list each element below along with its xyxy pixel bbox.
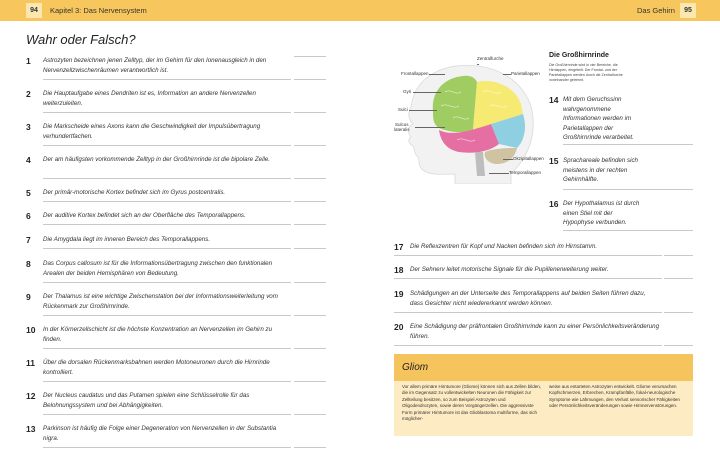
label-lateralis: lateralis bbox=[394, 127, 410, 132]
question-number: 6 bbox=[26, 211, 31, 221]
answer-box-line[interactable] bbox=[664, 345, 693, 346]
answer-box-line[interactable] bbox=[664, 255, 693, 256]
answer-box-line[interactable] bbox=[294, 315, 326, 316]
question-text: Astrozyten bezeichnen jenen Zelltyp, der im Gehirn für den Ionenausgleich in den Nervenzellzwischenräumen verantwortlich ist. bbox=[43, 57, 267, 74]
header-bar bbox=[0, 0, 720, 21]
answer-box-line[interactable] bbox=[294, 112, 326, 113]
label-pointer bbox=[429, 74, 445, 75]
label-sulci: Sulci bbox=[398, 107, 408, 112]
question-number: 11 bbox=[26, 358, 35, 368]
answer-box-line[interactable] bbox=[664, 278, 693, 279]
answer-line bbox=[43, 224, 291, 225]
answer-box-line[interactable] bbox=[294, 414, 326, 415]
answer-line bbox=[43, 348, 291, 349]
label-pointer bbox=[503, 159, 513, 160]
page-number-right: 95 bbox=[680, 3, 696, 18]
gliom-text-column-1: Vor allem primäre Hirntumore (Gliome) können sich aus Zellen bilden, die im Gegensatz zu vollentwickelten Neuronen die Fähigkeit zur Zellteilung besitzen, so zum Beispiel Astrozyten und Oligodendrozyten, sowie deren Vorgängerzellen. Die aggressivste Form primärer Hirntumore ist das Glioblastoma multiforme, das sich möglicher- bbox=[402, 384, 542, 422]
answer-box-line[interactable] bbox=[294, 201, 326, 202]
label-temporallappen: Temporallappen bbox=[509, 170, 542, 175]
answer-box-line[interactable] bbox=[294, 248, 326, 249]
question-text: Der Sehnerv leitet motorische Signale für die Pupillenerweiterung weiter. bbox=[410, 266, 609, 273]
answer-box-line[interactable] bbox=[294, 282, 326, 283]
question-text: Parkinson ist häufig die Folge einer Degeneration von Nervenzellen in der Substantia nigra. bbox=[43, 425, 277, 442]
answer-line bbox=[43, 315, 291, 316]
question-text: Die Amygdala liegt im inneren Bereich des Temporallappens. bbox=[43, 236, 211, 243]
gliom-info-box bbox=[394, 354, 693, 436]
page-heading: Wahr oder Falsch? bbox=[26, 32, 136, 47]
label-okzipitallappen: Okzipitallappen bbox=[513, 156, 544, 161]
answer-box-line[interactable] bbox=[294, 56, 326, 57]
question-number: 7 bbox=[26, 235, 31, 245]
question-text: In der Körnerzellschicht ist die höchste Konzentration an Nervenzellen im Gehirn zu finden. bbox=[43, 326, 273, 343]
label-pointer bbox=[409, 110, 437, 111]
label-parietallappen: Parietallappen bbox=[511, 71, 540, 76]
answer-box-line[interactable] bbox=[294, 348, 326, 349]
label-gyri: Gyri bbox=[403, 89, 412, 94]
question-number: 12 bbox=[26, 391, 36, 401]
gliom-text-column-2: weise aus entarteten Astrozyten entwickelt. Gliome verursachen Kopfschmerzen, Erbrechen, Krampfanfälle, fokal-neurologische Symptome wie Lähmungen, den Verlust sensorischer Fähigkeiten oder Persönlichkeitsveränderungen sowie Hirnnervenstörungen. bbox=[549, 384, 680, 409]
answer-box-line[interactable] bbox=[294, 145, 326, 146]
answer-line bbox=[394, 255, 662, 256]
answer-line bbox=[43, 414, 291, 415]
answer-line bbox=[394, 312, 662, 313]
answer-box-line[interactable] bbox=[294, 178, 326, 179]
question-text: Über die dorsalen Rückenmarksbahnen werden Motoneuronen durch die Hirnrinde kontrolliert. bbox=[43, 359, 270, 376]
question-number: 4 bbox=[26, 155, 31, 165]
label-pointer bbox=[413, 92, 441, 93]
question-number: 3 bbox=[26, 122, 31, 132]
question-number: 18 bbox=[394, 265, 404, 275]
question-number: 17 bbox=[394, 242, 404, 252]
section-title: Das Gehirn bbox=[637, 6, 675, 15]
question-text: Der Thalamus ist eine wichtige Zwischenstation bei der Informationsweiterleitung vom Rückenmark zur Großhirnrinde. bbox=[43, 293, 278, 310]
question-text: Der am häufigsten vorkommende Zelltyp in der Großhirnrinde ist die bipolare Zelle. bbox=[43, 156, 270, 163]
page-number-left: 94 bbox=[26, 3, 42, 18]
chapter-title: Kapitel 3: Das Nervensystem bbox=[50, 6, 147, 15]
question-number: 5 bbox=[26, 188, 31, 198]
question-number: 2 bbox=[26, 89, 31, 99]
grosshirnrinde-title: Die Großhirnrinde bbox=[549, 52, 609, 59]
answer-line bbox=[43, 282, 291, 283]
question-number: 14 bbox=[549, 95, 559, 105]
question-number: 10 bbox=[26, 325, 36, 335]
question-text: Der Nucleus caudatus und das Putamen spielen eine Schlüsselrolle für das Belohnungssystem und bei Abhängigkeiten. bbox=[43, 392, 250, 409]
answer-line bbox=[43, 201, 291, 202]
label-pointer bbox=[415, 127, 445, 128]
question-text: Die Markscheide eines Axons kann die Geschwindigkeit der Impulsübertragung verhundertfachen. bbox=[43, 123, 261, 140]
label-zentralfurche: Zentralfurche bbox=[477, 56, 504, 61]
answer-box-line[interactable] bbox=[294, 381, 326, 382]
question-text: Der auditive Kortex befindet sich an der Oberfläche des Temporallappens. bbox=[43, 212, 246, 219]
question-number: 19 bbox=[394, 289, 404, 299]
label-pointer bbox=[477, 64, 479, 65]
answer-line bbox=[563, 230, 693, 231]
question-text: Sprachareale befinden sich meistens in der rechten Gehirnhälfte. bbox=[563, 157, 638, 183]
question-number: 9 bbox=[26, 292, 31, 302]
question-number: 13 bbox=[26, 424, 36, 434]
gliom-title: Gliom bbox=[402, 362, 429, 373]
answer-line bbox=[43, 248, 291, 249]
question-text: Schädigungen an der Unterseite des Temporallappens auf beiden Seiten führen dazu, dass Gesichter nicht wiedererkannt werden können. bbox=[410, 290, 646, 307]
answer-line bbox=[563, 189, 693, 190]
answer-box-line[interactable] bbox=[294, 224, 326, 225]
label-sulcus: Sulcus bbox=[395, 122, 409, 127]
question-number: 8 bbox=[26, 259, 31, 269]
answer-line bbox=[394, 278, 662, 279]
question-number: 1 bbox=[26, 56, 31, 66]
question-text: Das Corpus callosum ist für die Informationsübertragung zwischen den funktionalen Arealen der beiden Hemisphären von Bedeutung. bbox=[43, 260, 273, 277]
answer-box-line[interactable] bbox=[294, 79, 326, 80]
label-frontallappen: Frontallappen bbox=[401, 71, 429, 76]
question-number: 20 bbox=[394, 322, 404, 332]
answer-line bbox=[563, 144, 693, 145]
answer-line bbox=[43, 381, 291, 382]
answer-line bbox=[43, 178, 291, 179]
answer-line bbox=[43, 145, 291, 146]
answer-line bbox=[43, 112, 291, 113]
question-text: Die Reflexzentren für Kopf und Nacken befinden sich im Hirnstamm. bbox=[410, 243, 598, 250]
answer-box-line[interactable] bbox=[664, 312, 693, 313]
question-text: Eine Schädigung der präfrontalen Großhirnrinde kann zu einer Persönlichkeitsveränderung führen. bbox=[410, 323, 660, 340]
question-text: Die Hauptaufgabe eines Dendriten ist es, Information an andere Nervenzellen weiterzuleiten. bbox=[43, 90, 256, 107]
grosshirnrinde-description: Die Großhirnrinde wird in vier Bereiche, die Hirnlappen, eingeteilt. Der Frontal- und der Parietallappen werden durch die Zentralfurche voneinander getrennt. bbox=[549, 63, 623, 82]
answer-line bbox=[43, 447, 291, 448]
question-text: Mit dem Geruchssinn wahrgenommene Informationen werden im Parietallappen der Großhirnrinde verarbeitet. bbox=[563, 96, 634, 141]
gliom-header bbox=[394, 354, 693, 381]
label-pointer bbox=[503, 74, 511, 75]
question-number: 15 bbox=[549, 156, 559, 166]
answer-box-line[interactable] bbox=[294, 447, 326, 448]
answer-line bbox=[394, 345, 662, 346]
question-text: Der Hypothalamus ist durch einen Stiel mit der Hypophyse verbunden. bbox=[563, 200, 640, 226]
question-number: 16 bbox=[549, 199, 559, 209]
question-text: Der primär-motorische Kortex befindet sich im Gyrus postcentralis. bbox=[43, 189, 226, 196]
brain-illustration bbox=[393, 52, 543, 184]
answer-line bbox=[43, 79, 291, 80]
label-pointer bbox=[489, 173, 509, 174]
